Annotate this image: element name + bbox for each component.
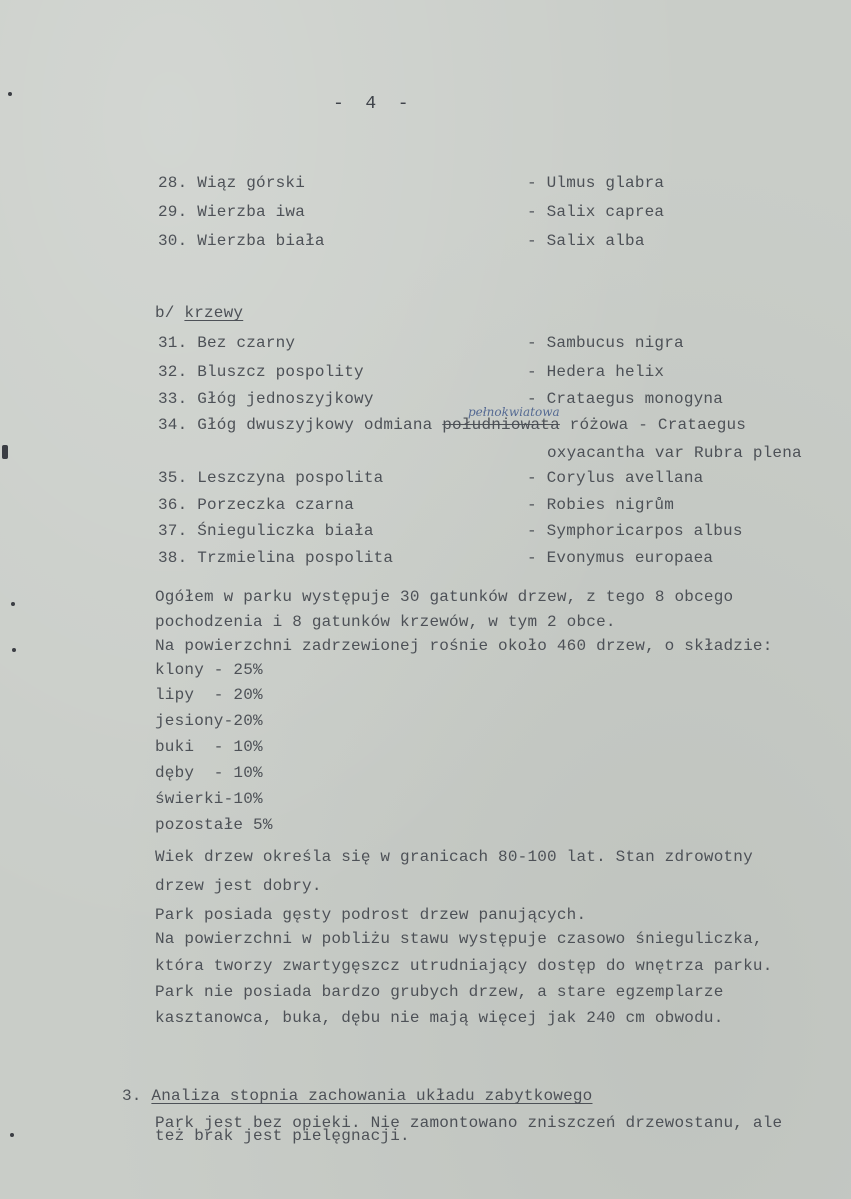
shrubs-heading bbox=[155, 303, 243, 323]
summary-line-1: Ogółem w parku występuje 30 gatunków drzew, z tego 8 obcego bbox=[155, 588, 734, 606]
species-latin-36: - Robies nigrům bbox=[527, 496, 675, 514]
shrubs-heading-prefix: b/ bbox=[155, 304, 185, 322]
composition-deby: dęby - 10% bbox=[155, 764, 263, 782]
age-line-2: drzew jest dobry. bbox=[155, 877, 322, 895]
page-number: - 4 - bbox=[333, 94, 409, 114]
item34-before: 34. Głóg dwuszyjkowy odmiana bbox=[158, 416, 443, 434]
park-line-4: Park nie posiada bardzo grubych drzew, a stare egzemplarze bbox=[155, 983, 724, 1001]
species-latin-37: - Symphoricarpos albus bbox=[527, 522, 743, 540]
margin-mark bbox=[12, 648, 16, 652]
composition-jesiony: jesiony-20% bbox=[155, 712, 263, 730]
species-latin-31: - Sambucus nigra bbox=[527, 334, 684, 352]
park-line-3: która tworzy zwartygęszcz utrudniający dostęp do wnętrza parku. bbox=[155, 957, 773, 975]
summary-line-3: Na powierzchni zadrzewionej rośnie około 460 drzew, o składzie: bbox=[155, 637, 773, 655]
species-name-33: 33. Głóg jednoszyjkowy bbox=[158, 390, 374, 408]
margin-mark bbox=[11, 602, 15, 606]
section-3-line-2: też brak jest pielęgnacji. bbox=[155, 1127, 410, 1145]
species-name-35: 35. Leszczyna pospolita bbox=[158, 469, 384, 487]
species-name-29: 29. Wierzba iwa bbox=[158, 203, 306, 221]
composition-pozostale: pozostałe 5% bbox=[155, 816, 273, 834]
species-name-38: 38. Trzmielina pospolita bbox=[158, 549, 394, 567]
section-3-number: 3. bbox=[122, 1087, 152, 1105]
composition-lipy: lipy - 20% bbox=[155, 686, 263, 704]
handwritten-correction: pełnokwiatowa bbox=[468, 405, 560, 419]
shrubs-heading-label: krzewy bbox=[184, 304, 244, 322]
species-latin-30: - Salix alba bbox=[527, 232, 645, 250]
species-name-37: 37. Śnieguliczka biała bbox=[158, 522, 374, 540]
species-latin-33: - Crataegus monogyna bbox=[527, 390, 724, 408]
species-latin-35: - Corylus avellana bbox=[527, 469, 704, 487]
margin-mark bbox=[2, 445, 8, 459]
item34-struck: południowata bbox=[442, 416, 560, 434]
section-3-heading bbox=[122, 1086, 592, 1106]
species-latin-29: - Salix caprea bbox=[527, 203, 665, 221]
species-latin-32: - Hedera helix bbox=[527, 363, 665, 381]
composition-swierki: świerki-10% bbox=[155, 790, 263, 808]
section-3-line-1: Park jest bez opieki. Nie zamontowano zniszczeń drzewostanu, ale bbox=[155, 1114, 783, 1132]
park-line-5: kasztanowca, buka, dębu nie mają więcej jak 240 cm obwodu. bbox=[155, 1009, 724, 1027]
species-name-30: 30. Wierzba biała bbox=[158, 232, 325, 250]
park-line-1: Park posiada gęsty podrost drzew panujących. bbox=[155, 906, 587, 924]
margin-mark bbox=[10, 1133, 14, 1137]
section-3-title: Analiza stopnia zachowania układu zabytkowego bbox=[151, 1087, 593, 1105]
species-latin-34: oxyacantha var Rubra plena bbox=[547, 444, 802, 462]
margin-mark bbox=[8, 92, 12, 96]
park-line-2: Na powierzchni w pobliżu stawu występuje czasowo śnieguliczka, bbox=[155, 930, 763, 948]
age-line-1: Wiek drzew określa się w granicach 80-100 lat. Stan zdrowotny bbox=[155, 848, 753, 866]
summary-line-2: pochodzenia i 8 gatunków krzewów, w tym 2 obce. bbox=[155, 613, 616, 631]
species-name-36: 36. Porzeczka czarna bbox=[158, 496, 355, 514]
composition-buki: buki - 10% bbox=[155, 738, 263, 756]
species-name-28: 28. Wiąz górski bbox=[158, 174, 306, 192]
species-latin-28: - Ulmus glabra bbox=[527, 174, 665, 192]
composition-klony: klony - 25% bbox=[155, 661, 263, 679]
species-latin-38: - Evonymus europaea bbox=[527, 549, 714, 567]
species-name-31: 31. Bez czarny bbox=[158, 334, 296, 352]
species-name-34 bbox=[158, 415, 746, 435]
item34-after: różowa - Crataegus bbox=[559, 416, 747, 434]
species-name-32: 32. Bluszcz pospolity bbox=[158, 363, 364, 381]
